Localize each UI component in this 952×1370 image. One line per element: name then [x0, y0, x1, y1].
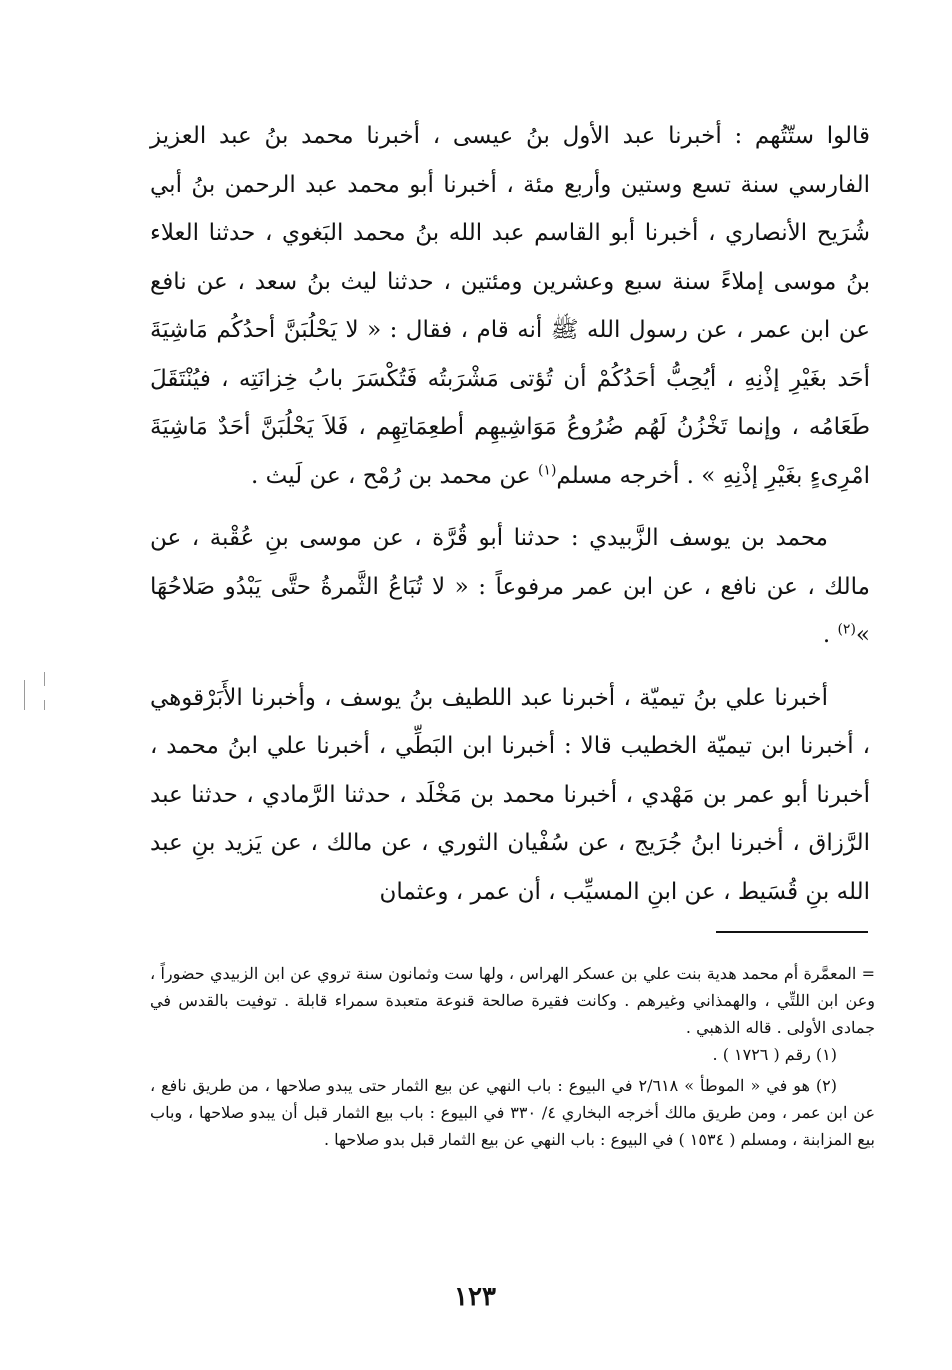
main-text-block	[150, 112, 870, 916]
footnote-separator	[716, 931, 868, 933]
footnote-2: (٢) هو في « الموطأ » ٢/٦١٨ في البيوع : باب النهي عن بيع الثمار حتى يبدو صلاحها ، من طريق نافع ، عن ابن عمر ، ومن طريق مالك أخرجه البخاري ٤/ ٣٣٠ في البيوع : باب بيع الثمار قبل أن يبدو صلاحها ، وباب بيع المزابنة ، ومسلم ( ١٥٣٤ ) في البيوع : باب النهي عن بيع الثمار قبل بدو صلاحها .	[150, 1076, 876, 1149]
paragraph-1-end: عن محمد بن رُمْح ، عن لَيث .	[251, 462, 538, 489]
margin-mark	[24, 680, 25, 710]
paragraph-1	[150, 112, 870, 500]
paragraph-2-end: .	[822, 622, 838, 648]
footnote-continuation: = المعمَّرة أم محمد هدية بنت علي بن عسكر الهراس ، ولها ست وثمانون سنة تروي عن ابن الزبيدي حضوراً ، وعن ابن اللتِّي ، والهمذاني وغيرهم . وكانت فقيرة صالحة قنوعة متعبدة سمراء قابلة . توفيت بالقدس في جمادى الأولى . قاله الذهبي .	[150, 964, 876, 1037]
margin-mark	[44, 672, 45, 686]
paragraph-3: أخبرنا علي بنُ تيميّة ، أخبرنا عبد اللطيف بنُ يوسف ، وأخبرنا الأَبَرْقوهي ، أخبرنا ابن تيميّة الخطيب قالا : أخبرنا ابن البَطِّي ، أخبرنا علي ابنُ محمد ، أخبرنا أبو عمر بن مَهْدي ، أخبرنا محمد بن مَخْلَد ، حدثنا الرَّمادي ، حدثنا عبد الرَّزاق ، أخبرنا ابنُ جُرَيج ، عن سُفْيان الثوري ، عن مالك ، عن يَزيد بنِ عبد الله بنِ قُسَيط ، عن ابنِ المسيِّب ، أن عمر ، وعثمان	[150, 684, 870, 905]
paragraph-2	[150, 514, 870, 660]
footnotes-block	[150, 960, 875, 1153]
footnote-ref-2[interactable]: (٢)	[837, 621, 856, 638]
footnote-ref-1[interactable]: (١)	[537, 461, 557, 478]
footnote-1: (١) رقم ( ١٧٢٦ ) .	[712, 1045, 837, 1064]
paragraph-2-text: محمد بن يوسف الزَّبيدي : حدثنا أبو قُرَّة ، عن موسى بنِ عُقْبة ، عن مالك ، عن نافع ، عن ابن عمر مرفوعاً : « لا تُبَاعُ الثَّمرةُ حتَّى يَبْدُو صَلاحُهَا »	[150, 525, 870, 648]
margin-mark	[44, 700, 45, 710]
page-number: ١٢٣	[454, 1282, 496, 1312]
paragraph-1-text: قالوا ستّتُهم : أخبرنا عبد الأول بنُ عيسى ، أخبرنا محمد بنُ عبد العزيز الفارسي سنة تسع وستين وأربع مئة ، أخبرنا أبو محمد عبد الرحمن بنُ أبي شُرَيح الأنصاري ، أخبرنا أبو القاسم عبد الله بنُ محمد البَغوي ، حدثنا العلاء بنُ موسى إملاءً سنة سبع وعشرين ومئتين ، حدثنا ليث بنُ سعد ، عن نافع عن ابن عمر ، عن رسول الله ﷺ أنه قام ، فقال : « لا يَحْلُبَنَّ أحدُكُم مَاشِيَةَ أحَد بغَيْرِ إذْنِهِ ، أيُحِبُّ أحَدُكُمْ أن تُؤتى مَشْرَبتُه فَتُكْسَرَ بابُ خِزانَتِه ، فيُنْتَقَلَ طَعَامُه ، وإنما تَخْزُنُ لَهُم ضُرُوعُ مَوَاشِيهِم أطعِمَاتِهِم ، فَلاَ يَحْلُبَنَّ أحَدٌ مَاشِيَةَ امْرِىءٍ بغَيْرِ إذْنِهِ » . أخرجه مسلم	[150, 123, 870, 489]
